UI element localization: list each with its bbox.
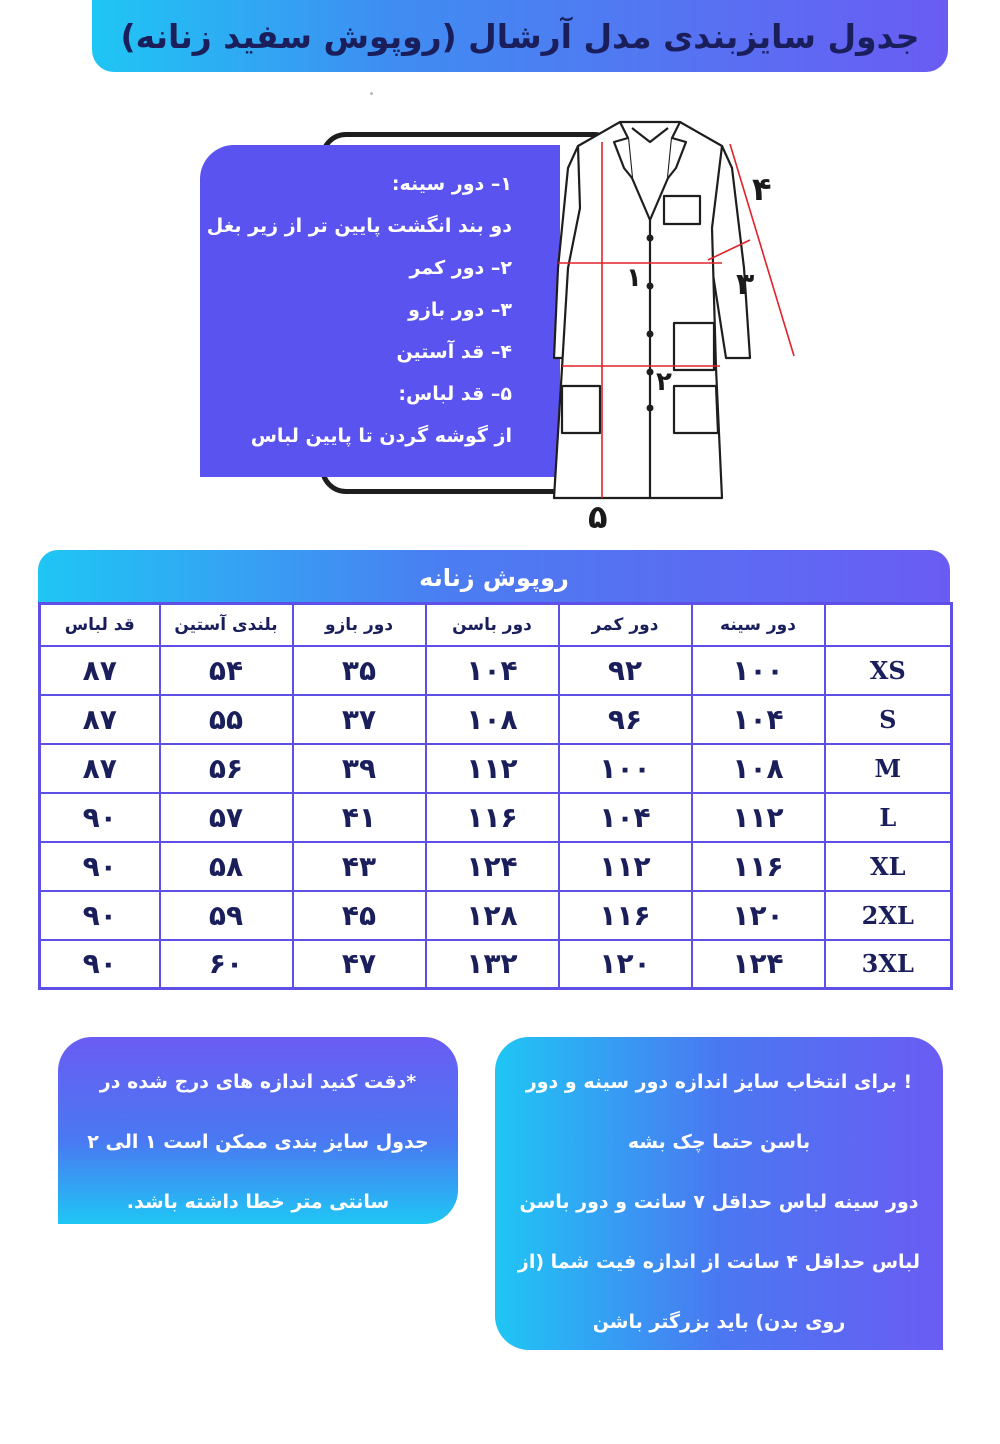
table-title-bar: [38, 550, 950, 605]
cell-hip: ۱۰۴: [426, 646, 559, 695]
fit-advice-line: روی بدن) باید بزرگتر باشن: [592, 1311, 846, 1333]
cell-chest: ۱۱۶: [692, 842, 825, 891]
guide-line-arm: ۳– دور بازو: [408, 299, 512, 321]
cell-chest: ۱۱۲: [692, 793, 825, 842]
decorative-dot: [370, 92, 373, 95]
title-banner: [92, 0, 948, 72]
accuracy-note-line: جدول سایز بندی ممکن است ۱ الی ۲: [87, 1131, 429, 1153]
cell-chest: ۱۰۴: [692, 695, 825, 744]
guide-line-length: ۵– قد لباس:: [398, 383, 512, 405]
cell-hip: ۱۱۶: [426, 793, 559, 842]
measure-guide-box: [200, 145, 560, 477]
table-row: [40, 744, 952, 793]
fit-advice-line: باسن حتما چک بشه: [627, 1131, 811, 1153]
table-header-row: [40, 604, 952, 646]
cell-waist: ۹۶: [559, 695, 692, 744]
cell-waist: ۱۰۰: [559, 744, 692, 793]
cell-length: ۹۰: [40, 891, 160, 940]
cell-arm: ۳۹: [293, 744, 426, 793]
cell-arm: ۳۷: [293, 695, 426, 744]
col-header-size: [825, 604, 952, 646]
cell-sleeve: ۵۵: [160, 695, 293, 744]
guide-line-length-detail: از گوشه گردن تا پایین لباس: [250, 425, 512, 447]
cell-hip: ۱۰۸: [426, 695, 559, 744]
cell-length: ۸۷: [40, 646, 160, 695]
guide-line-waist: ۲– دور کمر: [409, 257, 512, 279]
cell-hip: ۱۱۲: [426, 744, 559, 793]
table-row: [40, 695, 952, 744]
guide-line-chest-detail: دو بند انگشت پایین تر از زیر بغل: [206, 215, 512, 237]
cell-waist: ۱۲۰: [559, 940, 692, 989]
cell-hip: ۱۲۴: [426, 842, 559, 891]
label-sleeve-number: ۴: [752, 170, 772, 208]
cell-sleeve: ۵۹: [160, 891, 293, 940]
cell-length: ۹۰: [40, 793, 160, 842]
cell-arm: ۳۵: [293, 646, 426, 695]
label-chest-number: ۱: [626, 263, 642, 293]
cell-length: ۸۷: [40, 695, 160, 744]
cell-sleeve: ۵۴: [160, 646, 293, 695]
table-row: [40, 646, 952, 695]
cell-arm: ۴۷: [293, 940, 426, 989]
table-row: [40, 940, 952, 989]
col-header-hip: دور باسن: [426, 604, 559, 646]
cell-length: ۹۰: [40, 842, 160, 891]
label-waist-number: ۲: [656, 367, 672, 397]
fit-advice-line: لباس حداقل ۴ سانت از اندازه فیت شما (از: [517, 1251, 921, 1273]
cell-chest: ۱۲۰: [692, 891, 825, 940]
cell-size: XL: [825, 842, 952, 891]
cell-sleeve: ۵۷: [160, 793, 293, 842]
accuracy-note-box: [58, 1037, 458, 1224]
cell-size: L: [825, 793, 952, 842]
col-header-length: قد لباس: [40, 604, 160, 646]
col-header-chest: دور سینه: [692, 604, 825, 646]
table-title: روپوش زنانه: [419, 563, 569, 592]
cell-size: M: [825, 744, 952, 793]
cell-length: ۸۷: [40, 744, 160, 793]
cell-arm: ۴۱: [293, 793, 426, 842]
label-arm-number: ۳: [736, 267, 755, 302]
accuracy-note-line: سانتی متر خطا داشته باشد.: [126, 1191, 390, 1213]
cell-sleeve: ۵۶: [160, 744, 293, 793]
page-title: جدول سایزبندی مدل آرشال (روپوش سفید زنانه): [120, 16, 920, 56]
cell-sleeve: ۵۸: [160, 842, 293, 891]
table-row: [40, 793, 952, 842]
fit-advice-line: دور سینه لباس حداقل ۷ سانت و دور باسن: [519, 1191, 919, 1213]
cell-chest: ۱۲۴: [692, 940, 825, 989]
col-header-sleeve: بلندی آستین: [160, 604, 293, 646]
cell-waist: ۹۲: [559, 646, 692, 695]
guide-line-sleeve: ۴– قد آستین: [396, 341, 512, 363]
cell-waist: ۱۱۶: [559, 891, 692, 940]
cell-waist: ۱۰۴: [559, 793, 692, 842]
col-header-arm: دور بازو: [293, 604, 426, 646]
label-length-number: ۵: [588, 498, 608, 533]
cell-chest: ۱۰۰: [692, 646, 825, 695]
cell-length: ۹۰: [40, 940, 160, 989]
cell-size: S: [825, 695, 952, 744]
coat-body: [554, 122, 722, 498]
cell-chest: ۱۰۸: [692, 744, 825, 793]
col-header-waist: دور کمر: [559, 604, 692, 646]
cell-arm: ۴۳: [293, 842, 426, 891]
size-table: [38, 602, 953, 990]
fit-advice-line: ! برای انتخاب سایز اندازه دور سینه و دور: [525, 1071, 913, 1093]
cell-hip: ۱۳۲: [426, 940, 559, 989]
table-row: [40, 891, 952, 940]
accuracy-note-line: *دقت کنید اندازه های درج شده در: [99, 1071, 417, 1093]
fit-advice-box: [495, 1037, 943, 1350]
cell-size: 3XL: [825, 940, 952, 989]
cell-arm: ۴۵: [293, 891, 426, 940]
cell-size: 2XL: [825, 891, 952, 940]
table-row: [40, 842, 952, 891]
cell-sleeve: ۶۰: [160, 940, 293, 989]
cell-hip: ۱۲۸: [426, 891, 559, 940]
guide-line-chest: ۱– دور سینه:: [391, 173, 512, 195]
cell-waist: ۱۱۲: [559, 842, 692, 891]
lab-coat-diagram: [540, 108, 840, 533]
cell-size: XS: [825, 646, 952, 695]
